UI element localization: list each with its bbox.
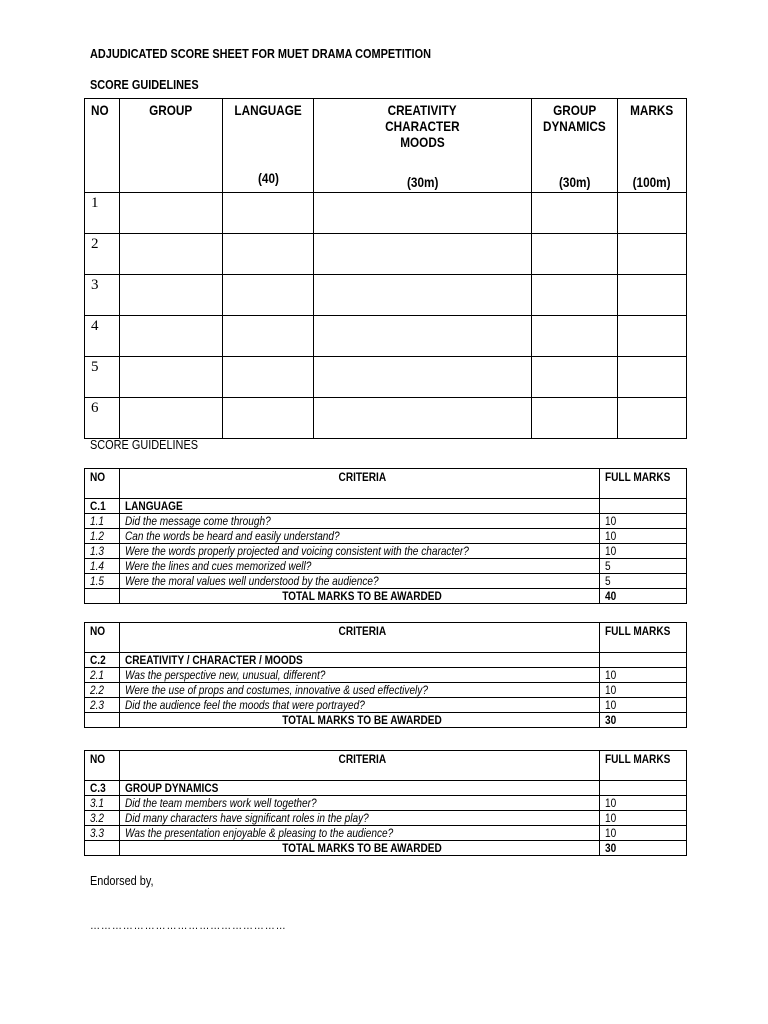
cell-dynamics[interactable]: [532, 193, 618, 234]
cell-group[interactable]: [120, 357, 223, 398]
section-row: [85, 499, 687, 514]
cell-creativity[interactable]: [314, 398, 532, 439]
creativity-marks: (30m): [406, 174, 439, 190]
marks-total: (100m): [633, 174, 671, 190]
criteria-no: 2.3: [85, 698, 120, 713]
cell-marks[interactable]: [618, 398, 687, 439]
criteria-no: 2.2: [85, 683, 120, 698]
criteria-table-creativity: [84, 622, 687, 728]
criteria-header-criteria: CRITERIA: [120, 469, 600, 499]
total-row: [85, 841, 687, 856]
criteria-marks: 10: [600, 529, 687, 544]
criteria-marks: 10: [600, 698, 687, 713]
criteria-text: Did many characters have significant roles in the play?: [120, 811, 600, 826]
cell-marks[interactable]: [618, 234, 687, 275]
criteria-row: [85, 668, 687, 683]
cell-dynamics[interactable]: [532, 234, 618, 275]
criteria-text: Did the message come through?: [120, 514, 600, 529]
criteria-no: 1.3: [85, 544, 120, 559]
criteria-text: Can the words be heard and easily understand?: [120, 529, 600, 544]
criteria-no: 3.2: [85, 811, 120, 826]
criteria-no: 1.2: [85, 529, 120, 544]
section-code: C.3: [85, 781, 120, 796]
criteria-text: Were the use of props and costumes, innovative & used effectively?: [120, 683, 600, 698]
section-name: CREATIVITY / CHARACTER / MOODS: [120, 653, 600, 668]
cell-creativity[interactable]: [314, 275, 532, 316]
section-code: C.1: [85, 499, 120, 514]
criteria-header-criteria: CRITERIA: [120, 751, 600, 781]
total-blank: [85, 841, 120, 856]
section-name: GROUP DYNAMICS: [120, 781, 600, 796]
total-blank: [85, 589, 120, 604]
score-row: [85, 234, 687, 275]
criteria-text: Was the perspective new, unusual, different?: [120, 668, 600, 683]
criteria-header-no: NO: [85, 623, 120, 653]
total-row: [85, 713, 687, 728]
cell-language[interactable]: [223, 357, 314, 398]
criteria-row: [85, 811, 687, 826]
cell-group[interactable]: [120, 234, 223, 275]
criteria-text: Were the words properly projected and voicing consistent with the character?: [120, 544, 600, 559]
cell-group[interactable]: [120, 316, 223, 357]
language-marks: (40): [257, 170, 279, 186]
criteria-row: [85, 514, 687, 529]
cell-language[interactable]: [223, 193, 314, 234]
document-title: ADJUDICATED SCORE SHEET FOR MUET DRAMA COMPETITION: [90, 46, 431, 61]
cell-creativity[interactable]: [314, 193, 532, 234]
criteria-header-no: NO: [85, 751, 120, 781]
criteria-table-language: [84, 468, 687, 604]
criteria-marks: 10: [600, 668, 687, 683]
row-number: 2: [85, 234, 120, 275]
criteria-row: [85, 826, 687, 841]
cell-language[interactable]: [223, 275, 314, 316]
score-row: [85, 275, 687, 316]
criteria-marks: 10: [600, 683, 687, 698]
cell-dynamics[interactable]: [532, 357, 618, 398]
criteria-marks: 10: [600, 826, 687, 841]
criteria-marks: 10: [600, 514, 687, 529]
header-marks: MARKS (100m): [618, 99, 687, 193]
criteria-header: [85, 623, 687, 653]
cell-dynamics[interactable]: [532, 398, 618, 439]
cell-creativity[interactable]: [314, 357, 532, 398]
header-group-dynamics: GROUP DYNAMICS (30m): [532, 99, 618, 193]
criteria-row: [85, 574, 687, 589]
criteria-row: [85, 544, 687, 559]
cell-dynamics[interactable]: [532, 275, 618, 316]
cell-language[interactable]: [223, 316, 314, 357]
criteria-marks: 10: [600, 796, 687, 811]
section-marks-blank: [600, 781, 687, 796]
cell-language[interactable]: [223, 398, 314, 439]
cell-creativity[interactable]: [314, 316, 532, 357]
criteria-no: 2.1: [85, 668, 120, 683]
total-label: TOTAL MARKS TO BE AWARDED: [120, 589, 600, 604]
criteria-row: [85, 796, 687, 811]
signature-line: ………………………………………………: [90, 918, 287, 932]
cell-marks[interactable]: [618, 316, 687, 357]
cell-dynamics[interactable]: [532, 316, 618, 357]
total-value: 30: [600, 841, 687, 856]
criteria-text: Did the team members work well together?: [120, 796, 600, 811]
criteria-marks: 10: [600, 811, 687, 826]
total-blank: [85, 713, 120, 728]
score-row: [85, 398, 687, 439]
dynamics-marks: (30m): [558, 174, 591, 190]
row-number: 1: [85, 193, 120, 234]
total-label: TOTAL MARKS TO BE AWARDED: [120, 841, 600, 856]
row-number: 5: [85, 357, 120, 398]
criteria-no: 3.3: [85, 826, 120, 841]
criteria-no: 1.4: [85, 559, 120, 574]
row-number: 6: [85, 398, 120, 439]
cell-marks[interactable]: [618, 275, 687, 316]
endorsed-by-label: Endorsed by,: [90, 873, 154, 888]
guidelines-heading: SCORE GUIDELINES: [90, 437, 199, 452]
total-label: TOTAL MARKS TO BE AWARDED: [120, 713, 600, 728]
total-row: [85, 589, 687, 604]
row-number: 3: [85, 275, 120, 316]
criteria-row: [85, 698, 687, 713]
score-row: [85, 193, 687, 234]
header-no: NO: [85, 99, 120, 193]
section-row: [85, 653, 687, 668]
section-name: LANGUAGE: [120, 499, 600, 514]
row-number: 4: [85, 316, 120, 357]
section-row: [85, 781, 687, 796]
criteria-text: Were the lines and cues memorized well?: [120, 559, 600, 574]
criteria-row: [85, 559, 687, 574]
cell-creativity[interactable]: [314, 234, 532, 275]
criteria-header-no: NO: [85, 469, 120, 499]
score-guidelines-heading: SCORE GUIDELINES: [90, 77, 199, 92]
score-table-header: [85, 99, 687, 193]
total-value: 30: [600, 713, 687, 728]
header-creativity: CREATIVITY CHARACTER MOODS (30m): [314, 99, 532, 193]
cell-group[interactable]: [120, 193, 223, 234]
criteria-no: 1.5: [85, 574, 120, 589]
criteria-header-full-marks: FULL MARKS: [600, 751, 687, 781]
section-marks-blank: [600, 499, 687, 514]
criteria-row: [85, 683, 687, 698]
criteria-row: [85, 529, 687, 544]
criteria-marks: 5: [600, 574, 687, 589]
cell-marks[interactable]: [618, 193, 687, 234]
criteria-table-group-dynamics: [84, 750, 687, 856]
criteria-marks: 5: [600, 559, 687, 574]
criteria-marks: 10: [600, 544, 687, 559]
criteria-text: Was the presentation enjoyable & pleasing to the audience?: [120, 826, 600, 841]
criteria-no: 3.1: [85, 796, 120, 811]
criteria-no: 1.1: [85, 514, 120, 529]
total-value: 40: [600, 589, 687, 604]
score-row: [85, 357, 687, 398]
criteria-header-criteria: CRITERIA: [120, 623, 600, 653]
criteria-text: Did the audience feel the moods that were portrayed?: [120, 698, 600, 713]
header-group: GROUP: [120, 99, 223, 193]
cell-language[interactable]: [223, 234, 314, 275]
cell-group[interactable]: [120, 275, 223, 316]
criteria-header: [85, 469, 687, 499]
criteria-header-full-marks: FULL MARKS: [600, 469, 687, 499]
score-table: [84, 98, 687, 439]
cell-marks[interactable]: [618, 357, 687, 398]
criteria-header: [85, 751, 687, 781]
criteria-text: Were the moral values well understood by the audience?: [120, 574, 600, 589]
header-language: LANGUAGE (40): [223, 99, 314, 193]
score-row: [85, 316, 687, 357]
criteria-header-full-marks: FULL MARKS: [600, 623, 687, 653]
section-marks-blank: [600, 653, 687, 668]
section-code: C.2: [85, 653, 120, 668]
cell-group[interactable]: [120, 398, 223, 439]
